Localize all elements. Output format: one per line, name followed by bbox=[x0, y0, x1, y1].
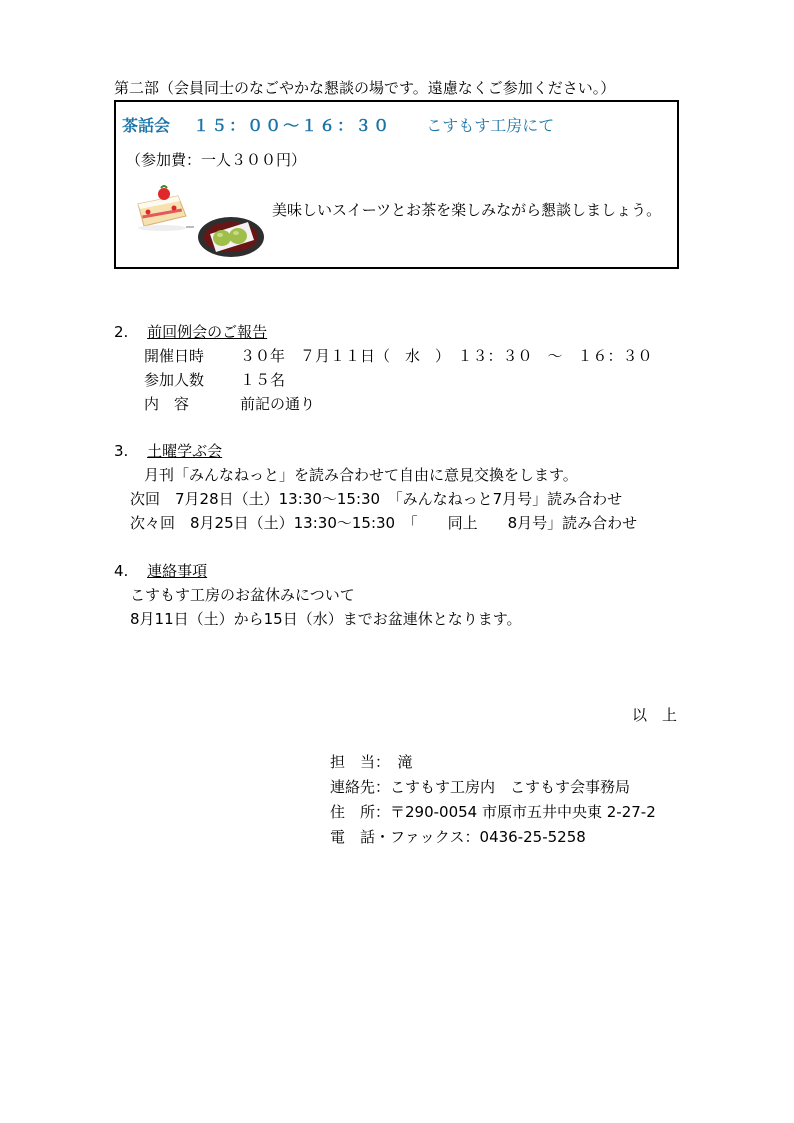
report-value-date: ３０年 ７月１１日（ 水 ） １３：３０ ～ １６：３０ bbox=[240, 347, 653, 365]
report-label-attendance: 参加人数 bbox=[144, 371, 205, 389]
report-row-date bbox=[144, 346, 653, 366]
tea-party-fee: （参加費：一人３００円） bbox=[126, 151, 307, 169]
closing-text: 以 上 bbox=[632, 706, 678, 724]
report-row-attendance bbox=[144, 370, 285, 390]
contact-office: 連絡先：こすもす工房内 こすもす会事務局 bbox=[330, 778, 631, 796]
section3-header bbox=[114, 441, 222, 461]
report-row-content bbox=[144, 394, 315, 414]
report-value-content: 前記の通り bbox=[240, 395, 316, 413]
contact-address: 住 所：〒290-0054 市原市五井中央東 2-27-2 bbox=[330, 803, 656, 821]
section2-title: 前回例会のご報告 bbox=[147, 323, 268, 341]
mochi-plate-icon bbox=[196, 214, 266, 260]
section4-line1: こすもす工房のお盆休みについて bbox=[130, 586, 355, 604]
section3-intro: 月刊「みんなねっと」を読み合わせて自由に意見交換をします。 bbox=[144, 466, 578, 484]
section2-header bbox=[114, 322, 267, 342]
cake-icon bbox=[134, 182, 196, 234]
tea-party-title-line bbox=[122, 116, 554, 136]
section4-header bbox=[114, 561, 207, 581]
section3-next-session: 次回 7月28日（土）13:30～15:30 「みんなねっと7月号」読み合わせ bbox=[130, 490, 623, 508]
tea-party-place: こすもす工房にて bbox=[426, 116, 555, 135]
section2-number: 2. bbox=[114, 323, 129, 341]
tea-party-time: １５：００～１６：３０ bbox=[193, 116, 392, 135]
tea-party-title: 茶話会 bbox=[122, 116, 171, 135]
contact-person: 担 当： 滝 bbox=[330, 753, 413, 771]
tea-party-box bbox=[114, 100, 679, 269]
section4-line2: 8月11日（土）から15日（水）までお盆連休となります。 bbox=[130, 610, 522, 628]
section3-following-session: 次々回 8月25日（土）13:30～15:30 「 同上 8月号」読み合わせ bbox=[130, 514, 638, 532]
report-label-content: 内 容 bbox=[144, 395, 190, 413]
section3-title: 土曜学ぶ会 bbox=[147, 442, 223, 460]
contact-phone: 電 話・ファックス：0436-25-5258 bbox=[330, 828, 586, 846]
part2-heading: 第二部（会員同士のなごやかな懇談の場です。遠慮なくご参加ください。） bbox=[114, 79, 616, 97]
report-label-date: 開催日時 bbox=[144, 347, 205, 365]
report-value-attendance: １５名 bbox=[240, 371, 286, 389]
section4-title: 連絡事項 bbox=[147, 562, 208, 580]
section3-number: 3. bbox=[114, 442, 129, 460]
section4-number: 4. bbox=[114, 562, 129, 580]
tea-party-description: 美味しいスイーツとお茶を楽しみながら懇談しましょう。 bbox=[272, 201, 662, 219]
